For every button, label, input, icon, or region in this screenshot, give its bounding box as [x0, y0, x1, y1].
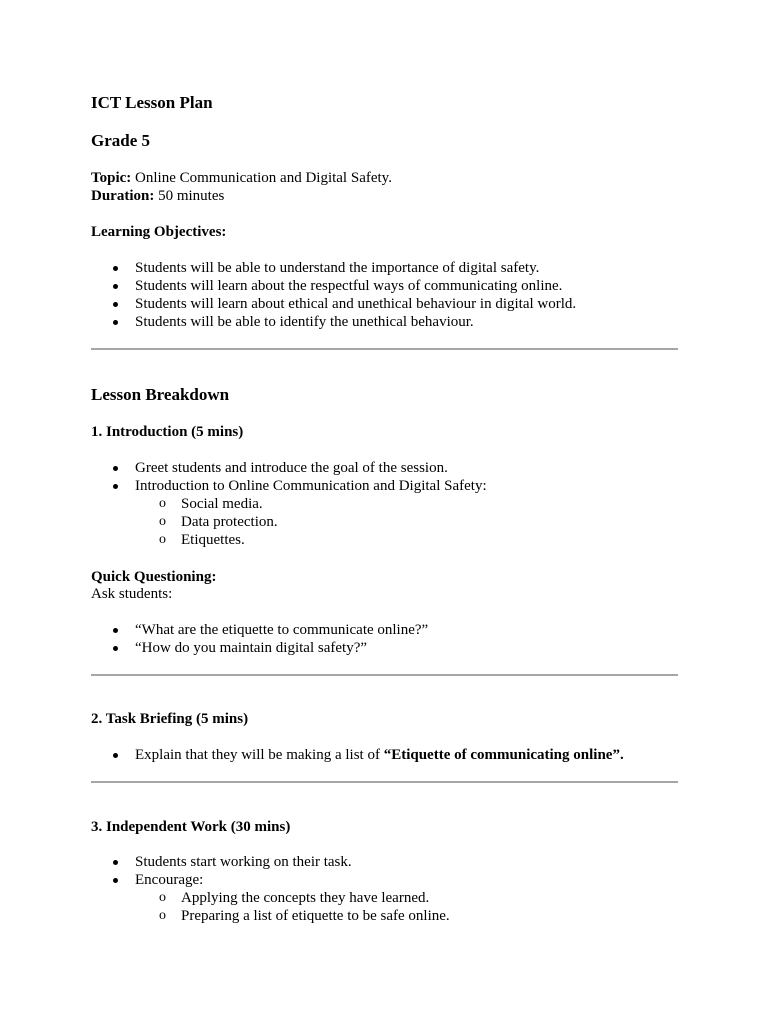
bullet-icon [113, 878, 118, 883]
list-item [91, 459, 678, 477]
objective-text: Students will learn about ethical and unethical behaviour in digital world. [135, 296, 577, 312]
horizontal-divider [91, 348, 678, 350]
bullet-icon [113, 484, 118, 489]
task-briefing-prefix: Explain that they will be making a list of [135, 747, 384, 763]
question-text: “What are the etiquette to communicate online?” [135, 622, 429, 638]
sub-list-item [91, 531, 678, 549]
introduction-text: Greet students and introduce the goal of the session. [135, 460, 448, 476]
objectives-heading: Learning Objectives: [91, 224, 227, 240]
introduction-text: Introduction to Online Communication and Digital Safety: [135, 478, 487, 494]
list-item [91, 295, 678, 313]
sub-item-text: Etiquettes. [181, 532, 245, 548]
introduction-heading: 1. Introduction (5 mins) [91, 424, 244, 440]
questioning-heading: Quick Questioning: [91, 569, 217, 585]
bullet-icon [113, 320, 118, 325]
task-briefing-emphasis: “Etiquette of communicating online”. [383, 747, 624, 763]
list-item [91, 277, 678, 295]
objective-text: Students will be able to understand the importance of digital safety. [135, 260, 540, 276]
question-text: “How do you maintain digital safety?” [135, 640, 368, 656]
circle-bullet-icon: o [159, 890, 166, 905]
bullet-icon [113, 860, 118, 865]
task-briefing-text [135, 746, 624, 764]
sub-item-text: Preparing a list of etiquette to be safe online. [181, 908, 450, 924]
duration-line [91, 187, 224, 205]
circle-bullet-icon: o [159, 514, 166, 529]
bullet-icon [113, 284, 118, 289]
topic-line [91, 169, 392, 187]
bullet-icon [113, 302, 118, 307]
bullet-icon [113, 266, 118, 271]
objective-text: Students will learn about the respectful ways of communicating online. [135, 278, 563, 294]
document-title: ICT Lesson Plan [91, 93, 213, 112]
bullet-icon [113, 466, 118, 471]
sub-list-item [91, 889, 678, 907]
list-item [91, 746, 678, 764]
task-briefing-heading: 2. Task Briefing (5 mins) [91, 711, 249, 727]
list-item [91, 259, 678, 277]
sub-list-item [91, 907, 678, 925]
sub-item-text: Data protection. [181, 514, 278, 530]
circle-bullet-icon: o [159, 908, 166, 923]
independent-work-heading: 3. Independent Work (30 mins) [91, 819, 291, 835]
sub-item-text: Applying the concepts they have learned. [181, 890, 430, 906]
duration-label: Duration: [91, 188, 155, 204]
topic-label: Topic: [91, 170, 132, 186]
bullet-icon [113, 646, 118, 651]
bullet-icon [113, 628, 118, 633]
sub-item-text: Social media. [181, 496, 263, 512]
list-item [91, 853, 678, 871]
list-item [91, 477, 678, 495]
sub-list-item [91, 495, 678, 513]
grade-heading: Grade 5 [91, 131, 151, 150]
horizontal-divider [91, 781, 678, 783]
independent-work-text: Students start working on their task. [135, 854, 352, 870]
bullet-icon [113, 753, 118, 758]
independent-work-text: Encourage: [135, 872, 204, 888]
questioning-prompt: Ask students: [91, 586, 173, 602]
list-item [91, 639, 678, 657]
circle-bullet-icon: o [159, 496, 166, 511]
objective-text: Students will be able to identify the unethical behaviour. [135, 314, 474, 330]
list-item [91, 621, 678, 639]
duration-value: 50 minutes [158, 188, 225, 204]
topic-value: Online Communication and Digital Safety. [135, 170, 392, 186]
list-item [91, 313, 678, 331]
list-item [91, 871, 678, 889]
sub-list-item [91, 513, 678, 531]
breakdown-heading: Lesson Breakdown [91, 385, 230, 404]
horizontal-divider [91, 674, 678, 676]
circle-bullet-icon: o [159, 532, 166, 547]
